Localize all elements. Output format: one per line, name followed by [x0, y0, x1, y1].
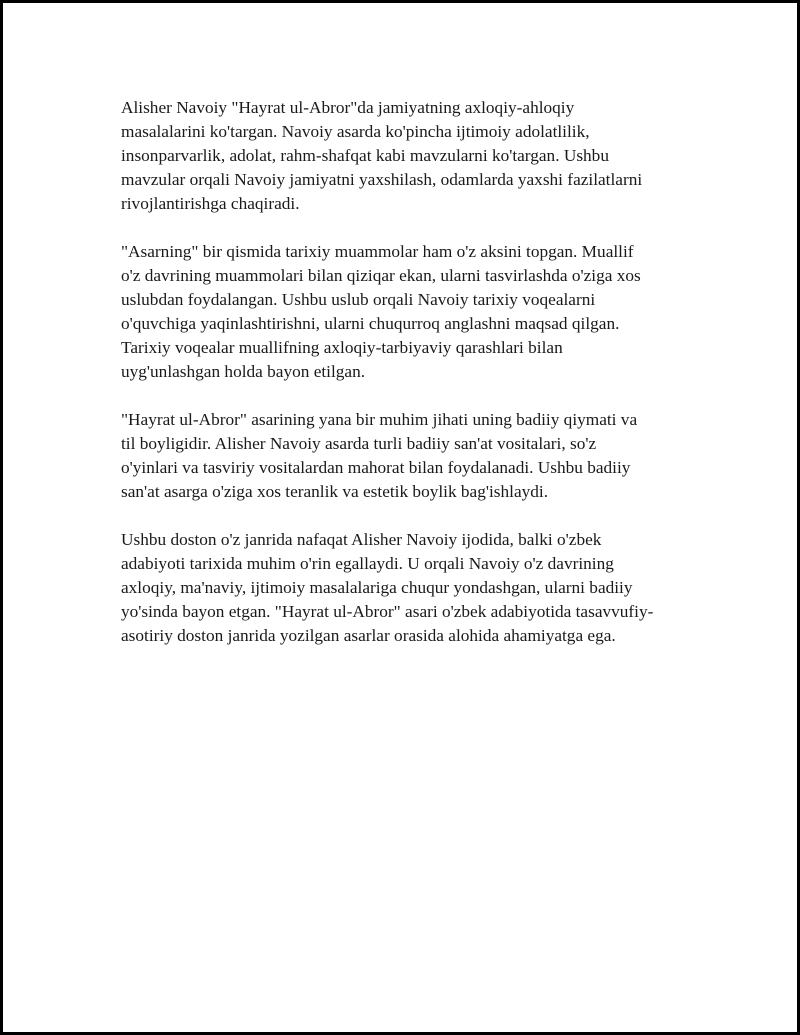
paragraph-3: "Hayrat ul-Abror" asarining yana bir muhim jihati uning badiiy qiymati va til boyligidir. Alisher Navoiy asarda turli badiiy san'at vositalari, so'z o'yinlari va tasviriy vositalardan mahorat bilan foydalanadi. Ushbu badiiy san'at asarga o'ziga xos teranlik va estetik boylik bag'ishlaydi.: [121, 410, 638, 501]
paragraph-4: Ushbu doston o'z janrida nafaqat Alisher Navoiy ijodida, balki o'zbek adabiyoti tarixida muhim o'rin egallaydi. U orqali Navoiy o'z davrining axloqiy, ma'naviy, ijtimoiy masalalariga chuqur yondashgan, ularni badiiy yo'sinda bayon etgan. "Hayrat ul-Abror" asari o'zbek adabiyotida tasavvufiy- asotiriy doston janrida yozilgan asarlar orasida alohida ahamiyatga ega.: [121, 530, 654, 645]
paragraph-2: "Asarning" bir qismida tarixiy muammolar ham o'z aksini topgan. Muallif o'z davrining muammolari bilan qiziqar ekan, ularni tasvirlashda o'ziga xos uslubdan foydalangan. Ushbu uslub orqali Navoiy tarixiy voqealarni o'quvchiga yaqinlashtirishni, ularni chuqurroq anglashni maqsad qilgan. Tarixiy voqealar muallifning axloqiy-tarbiyaviy qarashlari bilan uyg'unlashgan holda bayon etilgan.: [121, 242, 641, 381]
document-body: [121, 96, 701, 672]
paragraph-1: Alisher Navoiy "Hayrat ul-Abror"da jamiyatning axloqiy-ahloqiy masalalarini ko'targan. Navoiy asarda ko'pincha ijtimoiy adolatlilik, insonparvarlik, adolat, rahm-shafqat kabi mavzularni ko'targan. Ushbu mavzular orqali Navoiy jamiyatni yaxshilash, odamlarda yaxshi fazilatlarni rivojlantirishga chaqiradi.: [121, 98, 643, 213]
